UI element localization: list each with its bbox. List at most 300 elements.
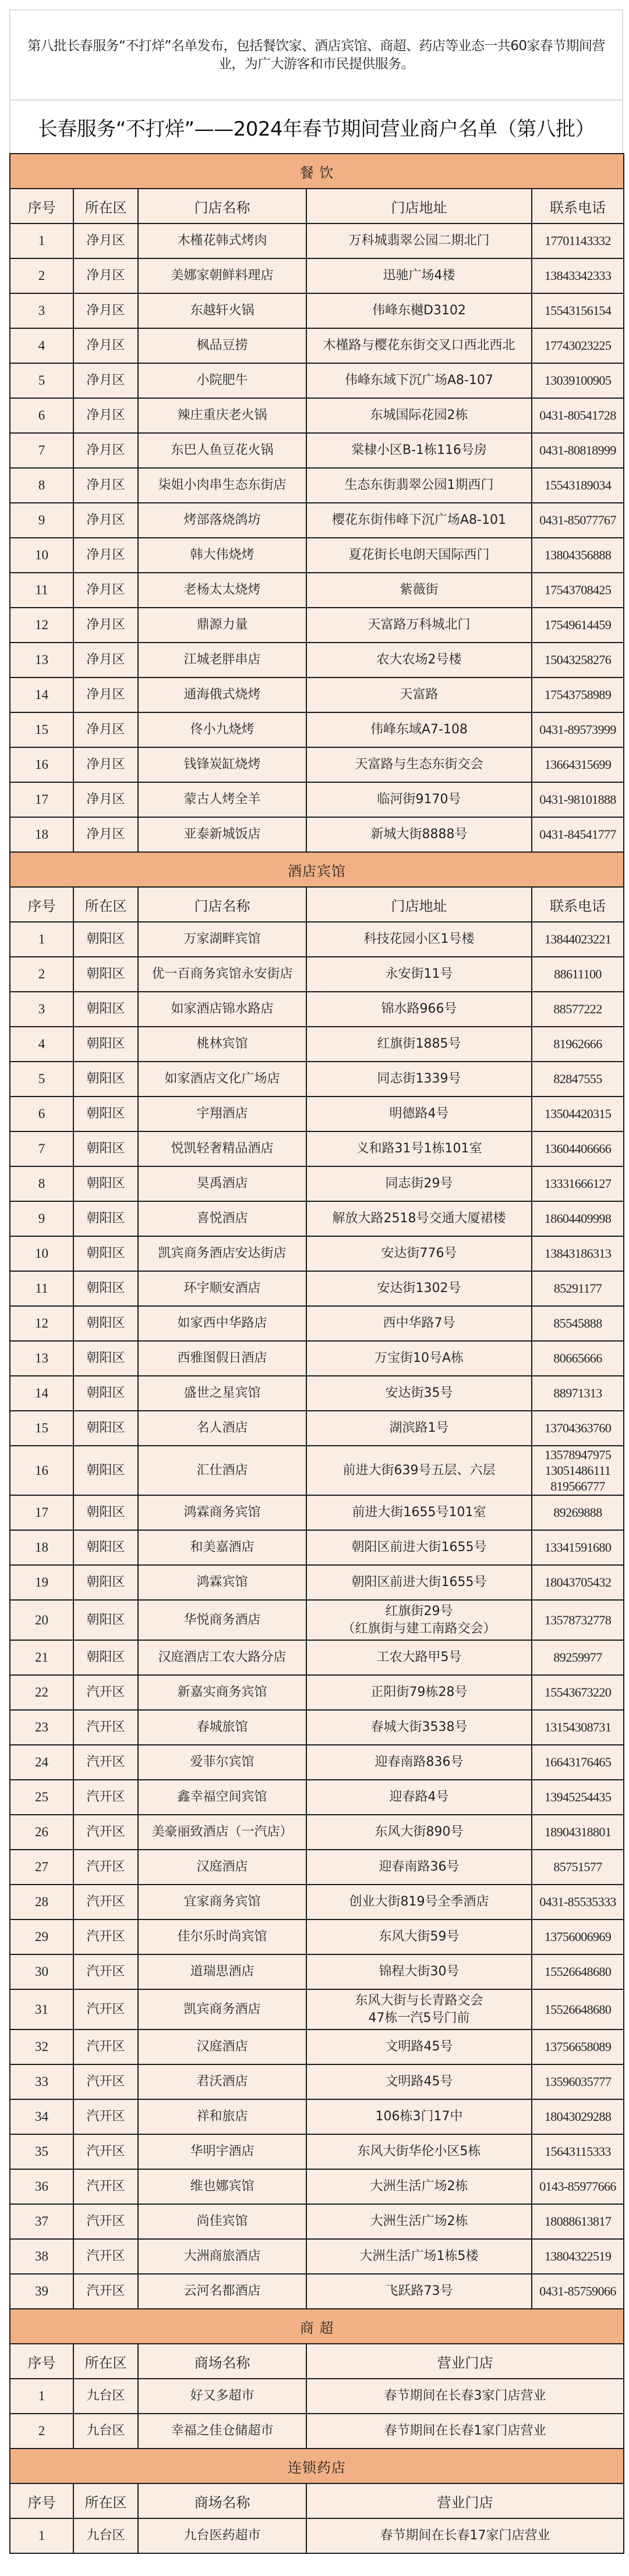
store-name-cell: 辣庄重庆老火锅 [138,398,306,433]
store-name-cell: 君沃酒店 [138,2064,306,2099]
row-number: 17 [10,782,73,817]
row-number: 12 [10,608,73,643]
table-row [10,1675,624,1710]
phone-cell: 13504420315 [532,1097,624,1131]
table-row [10,2518,624,2553]
store-name-cell: 和美嘉酒店 [138,1530,306,1565]
address-cell: 义和路31号1栋101室 [306,1131,532,1166]
page-title: 长春服务“不打烊”——2024年春节期间营业商户名单（第八批） [37,117,595,141]
table-row [10,1097,624,1131]
district-cell: 汽开区 [73,1745,138,1780]
district-cell: 汽开区 [73,2029,138,2064]
district-cell: 朝阳区 [73,1495,138,1530]
section-title: 酒店宾馆 [10,852,624,887]
phone-cell: 0431-85759066 [532,2274,624,2309]
row-number: 18 [10,1530,73,1565]
phone-cell: 13844023221 [532,922,624,957]
row-number: 15 [10,1411,73,1446]
address-cell: 迎春南路836号 [306,1745,532,1780]
phone-cell: 88577222 [532,992,624,1027]
address-cell: 万宝街10号A栋 [306,1341,532,1376]
district-cell: 汽开区 [73,2134,138,2169]
store-name-cell: 幸福之佳仓储超市 [138,2414,306,2449]
table-row [10,363,624,398]
table-row [10,2274,624,2309]
district-cell: 汽开区 [73,2239,138,2274]
store-name-cell: 小院肥牛 [138,363,306,398]
column-header: 所在区 [73,2344,138,2379]
district-cell: 朝阳区 [73,922,138,957]
store-name-cell: 凯宾商务酒店 [138,1989,306,2029]
row-number: 1 [10,2518,73,2553]
address-cell: 夏花街长电朗天国际西门 [306,538,532,573]
address-cell: 迎春路4号 [306,1780,532,1815]
address-cell: 湖滨路1号 [306,1411,532,1446]
merchant-list-page [9,9,623,2554]
address-cell: 同志街1339号 [306,1062,532,1097]
store-name-cell: 美娜家朝鲜料理店 [138,258,306,293]
row-number: 14 [10,1376,73,1411]
address-cell: 红旗街1885号 [306,1027,532,1062]
address-cell: 安达街35号 [306,1376,532,1411]
phone-cell: 15543673220 [532,1675,624,1710]
phone-cell: 85545888 [532,1306,624,1341]
address-cell: 迎春南路36号 [306,1850,532,1885]
column-header: 门店名称 [138,887,306,922]
row-number: 31 [10,1989,73,2029]
store-name-cell: 如家酒店文化广场店 [138,1062,306,1097]
phone-cell: 13604406666 [532,1131,624,1166]
column-header: 商场名称 [138,2483,306,2518]
address-cell: 朝阳区前进大街1655号 [306,1530,532,1565]
district-cell: 汽开区 [73,1885,138,1919]
store-name-cell: 名人酒店 [138,1411,306,1446]
row-number: 3 [10,293,73,328]
district-cell: 朝阳区 [73,992,138,1027]
district-cell: 净月区 [73,538,138,573]
operating-stores-cell: 春节期间在长春1家门店营业 [306,2414,624,2449]
row-number: 39 [10,2274,73,2309]
district-cell: 朝阳区 [73,957,138,992]
row-number: 32 [10,2029,73,2064]
table-row [10,712,624,747]
store-name-cell: 尚佳宾馆 [138,2204,306,2239]
district-cell: 净月区 [73,363,138,398]
phone-number: 819566777 [550,1479,605,1493]
district-cell: 朝阳区 [73,1062,138,1097]
title-box [9,100,623,153]
table-row [10,1411,624,1446]
phone-cell: 13154308731 [532,1710,624,1745]
address-cell: 棠棣小区B-1栋116号房 [306,433,532,468]
section-header-dining [10,154,624,189]
district-cell: 朝阳区 [73,1166,138,1201]
column-header: 序号 [10,887,73,922]
row-number: 36 [10,2169,73,2204]
table-row [10,2064,624,2099]
column-header-row [10,2483,624,2518]
table-row [10,2134,624,2169]
district-cell: 净月区 [73,782,138,817]
phone-cell: 15526648680 [532,1989,624,2029]
store-name-cell: 汉庭酒店 [138,1850,306,1885]
store-name-cell: 昊禹酒店 [138,1166,306,1201]
phone-number: 13578947975 [544,1447,612,1462]
district-cell: 汽开区 [73,1919,138,1954]
column-header: 联系电话 [532,887,624,922]
address-cell: 大洲生活广场2栋 [306,2169,532,2204]
store-name-cell: 柒姐小肉串生态东街店 [138,468,306,503]
district-cell: 汽开区 [73,1954,138,1989]
district-cell: 朝阳区 [73,1446,138,1495]
phone-cell: 0431-98101888 [532,782,624,817]
row-number: 20 [10,1600,73,1640]
row-number: 15 [10,712,73,747]
phone-cell: 89269888 [532,1495,624,1530]
store-name-cell: 钱锋炭缸烧烤 [138,747,306,782]
address-cell: 大洲生活广场1栋5楼 [306,2239,532,2274]
address-cell: 万科城翡翠公园二期北门 [306,223,532,258]
column-header: 营业门店 [306,2344,624,2379]
row-number: 2 [10,957,73,992]
store-name-cell: 喜悦酒店 [138,1201,306,1236]
table-row [10,782,624,817]
address-cell: 伟峰东域A7-108 [306,712,532,747]
column-header: 所在区 [73,2483,138,2518]
row-number: 13 [10,1341,73,1376]
table-row [10,1989,624,2029]
phone-cell: 88611100 [532,957,624,992]
address-cell: 锦水路966号 [306,992,532,1027]
phone-cell: 15543189034 [532,468,624,503]
store-name-cell: 祥和旅店 [138,2099,306,2134]
table-row [10,1530,624,1565]
table-row [10,433,624,468]
phone-cell: 85291177 [532,1271,624,1306]
address-cell: 同志街29号 [306,1166,532,1201]
store-name-cell: 鸿霖宾馆 [138,1565,306,1600]
operating-stores-cell: 春节期间在长春3家门店营业 [306,2379,624,2414]
column-header-row [10,189,624,223]
district-cell: 汽开区 [73,2204,138,2239]
section-title: 餐 饮 [10,154,624,189]
table-row [10,1885,624,1919]
phone-cell: 0431-84541777 [532,817,624,852]
address-line: 东风大街与长青路交会 [355,1993,483,2008]
row-number: 7 [10,433,73,468]
district-cell: 汽开区 [73,2099,138,2134]
store-name-cell: 新嘉实商务宾馆 [138,1675,306,1710]
phone-cell: 0431-89573999 [532,712,624,747]
row-number: 11 [10,1271,73,1306]
store-name-cell: 韩大伟烧烤 [138,538,306,573]
phone-cell: 82847555 [532,1062,624,1097]
column-header: 序号 [10,2483,73,2518]
phone-cell: 13945254435 [532,1780,624,1815]
table-row [10,1780,624,1815]
phone-cell: 17549614459 [532,608,624,643]
address-cell: 解放大路2518号交通大厦裙楼 [306,1201,532,1236]
address-cell: 锦程大街30号 [306,1954,532,1989]
table-row [10,538,624,573]
address-cell: 东风大街59号 [306,1919,532,1954]
column-header: 门店地址 [306,189,532,223]
table-row [10,2169,624,2204]
table-row [10,258,624,293]
district-cell: 朝阳区 [73,1530,138,1565]
table-row [10,677,624,712]
phone-cell: 13596035777 [532,2064,624,2099]
table-row [10,328,624,363]
row-number: 16 [10,747,73,782]
store-name-cell: 九台医药超市 [138,2518,306,2553]
table-row [10,1236,624,1271]
district-cell: 朝阳区 [73,1097,138,1131]
store-name-cell: 枫品豆捞 [138,328,306,363]
column-header-row [10,2344,624,2379]
address-cell: 飞跃路73号 [306,2274,532,2309]
address-cell: 安达街776号 [306,1236,532,1271]
table-row [10,2099,624,2134]
row-number: 17 [10,1495,73,1530]
section-title: 商 超 [10,2309,624,2344]
district-cell: 汽开区 [73,1989,138,2029]
district-cell: 汽开区 [73,2064,138,2099]
row-number: 22 [10,1675,73,1710]
row-number: 4 [10,1027,73,1062]
store-name-cell: 汉庭酒店工农大路分店 [138,1640,306,1675]
phone-cell: 85751577 [532,1850,624,1885]
phone-cell: 0143-85977666 [532,2169,624,2204]
section-title: 连锁药店 [10,2449,624,2483]
district-cell: 净月区 [73,817,138,852]
row-number: 23 [10,1710,73,1745]
phone-cell: 15543156154 [532,293,624,328]
address-cell: 工农大路甲5号 [306,1640,532,1675]
table-row [10,608,624,643]
address-cell: 明德路4号 [306,1097,532,1131]
district-cell: 净月区 [73,503,138,538]
store-name-cell: 汇仕酒店 [138,1446,306,1495]
row-number: 11 [10,573,73,608]
table-row [10,1062,624,1097]
phone-cell: 18088613817 [532,2204,624,2239]
store-name-cell: 宜家商务宾馆 [138,1885,306,1919]
address-cell: 樱花东街伟峰下沉广场A8-101 [306,503,532,538]
address-line: 47栋一汽5号门前 [368,2010,470,2025]
row-number: 19 [10,1565,73,1600]
row-number: 24 [10,1745,73,1780]
store-name-cell: 优一百商务宾馆永安街店 [138,957,306,992]
district-cell: 汽开区 [73,1815,138,1850]
address-cell: 紫薇街 [306,573,532,608]
phone-cell: 18604409998 [532,1201,624,1236]
district-cell: 净月区 [73,747,138,782]
district-cell: 朝阳区 [73,1201,138,1236]
column-header: 商场名称 [138,2344,306,2379]
intro-box [9,9,623,100]
row-number: 9 [10,503,73,538]
row-number: 21 [10,1640,73,1675]
table-row [10,922,624,957]
district-cell: 净月区 [73,293,138,328]
row-number: 9 [10,1201,73,1236]
phone-cell: 18043705432 [532,1565,624,1600]
store-name-cell: 桃林宾馆 [138,1027,306,1062]
address-cell: 前进大街1655号101室 [306,1495,532,1530]
store-name-cell: 东巴人鱼豆花火锅 [138,433,306,468]
store-name-cell: 木槿花韩式烤肉 [138,223,306,258]
row-number: 2 [10,258,73,293]
address-cell: 临河街9170号 [306,782,532,817]
table-row [10,1131,624,1166]
district-cell: 朝阳区 [73,1565,138,1600]
district-cell: 九台区 [73,2414,138,2449]
address-cell: 东风大街890号 [306,1815,532,1850]
district-cell: 朝阳区 [73,1411,138,1446]
district-cell: 净月区 [73,643,138,677]
table-row [10,1027,624,1062]
phone-cell: 13341591680 [532,1530,624,1565]
store-name-cell: 宇翔酒店 [138,1097,306,1131]
column-header-row [10,887,624,922]
row-number: 27 [10,1850,73,1885]
row-number: 8 [10,468,73,503]
district-cell: 净月区 [73,608,138,643]
phone-cell: 15526648680 [532,1954,624,1989]
column-header: 所在区 [73,887,138,922]
district-cell: 朝阳区 [73,1236,138,1271]
row-number: 2 [10,2414,73,2449]
row-number: 33 [10,2064,73,2099]
phone-cell: 17743023225 [532,328,624,363]
address-cell: 文明路45号 [306,2029,532,2064]
address-cell [306,1600,532,1640]
phone-cell: 17543708425 [532,573,624,608]
address-cell: 创业大街819号全季酒店 [306,1885,532,1919]
address-cell: 安达街1302号 [306,1271,532,1306]
column-header: 门店地址 [306,887,532,922]
row-number: 35 [10,2134,73,2169]
phone-cell: 13804322519 [532,2239,624,2274]
phone-cell: 13704363760 [532,1411,624,1446]
address-cell: 东风大街华伦小区5栋 [306,2134,532,2169]
table-row [10,573,624,608]
phone-cell: 0431-85535333 [532,1885,624,1919]
table-row [10,1745,624,1780]
district-cell: 汽开区 [73,1780,138,1815]
district-cell: 净月区 [73,677,138,712]
store-name-cell: 爱菲尔宾馆 [138,1745,306,1780]
address-cell: 科技花园小区1号楼 [306,922,532,957]
store-name-cell: 鸿霖商务宾馆 [138,1495,306,1530]
address-line: （红旗街与建工南路交会） [342,1621,496,1636]
phone-cell: 0431-85077767 [532,503,624,538]
store-name-cell: 悦凯轻奢精品酒店 [138,1131,306,1166]
column-header: 序号 [10,2344,73,2379]
district-cell: 净月区 [73,573,138,608]
phone-cell: 88971313 [532,1376,624,1411]
table-row [10,1341,624,1376]
address-cell: 106栋3门17中 [306,2099,532,2134]
table-row [10,1376,624,1411]
table-row [10,1495,624,1530]
address-cell: 迅驰广场4楼 [306,258,532,293]
district-cell: 净月区 [73,468,138,503]
store-name-cell: 蒙古人烤全羊 [138,782,306,817]
column-header: 门店名称 [138,189,306,223]
table-row [10,1166,624,1201]
store-name-cell: 万家湖畔宾馆 [138,922,306,957]
store-name-cell: 如家西中华路店 [138,1306,306,1341]
row-number: 7 [10,1131,73,1166]
table-row [10,1306,624,1341]
district-cell: 朝阳区 [73,1640,138,1675]
phone-cell: 13843186313 [532,1236,624,1271]
row-number: 12 [10,1306,73,1341]
district-cell: 九台区 [73,2518,138,2553]
table-row [10,1446,624,1495]
store-name-cell: 鑫幸福空间宾馆 [138,1780,306,1815]
district-cell: 汽开区 [73,2169,138,2204]
row-number: 18 [10,817,73,852]
table-row [10,2379,624,2414]
district-cell: 净月区 [73,712,138,747]
district-cell: 朝阳区 [73,1131,138,1166]
district-cell: 净月区 [73,328,138,363]
table-row [10,1850,624,1885]
phone-cell: 17701143332 [532,223,624,258]
district-cell: 净月区 [73,258,138,293]
table-row [10,1201,624,1236]
row-number: 10 [10,538,73,573]
phone-cell: 16643176465 [532,1745,624,1780]
table-row [10,643,624,677]
store-name-cell: 鼎源力量 [138,608,306,643]
address-cell: 新城大街8888号 [306,817,532,852]
store-name-cell: 佟小九烧烤 [138,712,306,747]
district-cell: 朝阳区 [73,1600,138,1640]
phone-cell: 13804356888 [532,538,624,573]
row-number: 30 [10,1954,73,1989]
row-number: 26 [10,1815,73,1850]
store-name-cell: 环宇顺安酒店 [138,1271,306,1306]
address-cell: 朝阳区前进大街1655号 [306,1565,532,1600]
phone-cell: 13843342333 [532,258,624,293]
phone-cell: 13331666127 [532,1166,624,1201]
district-cell: 朝阳区 [73,1027,138,1062]
table-row [10,992,624,1027]
store-name-cell: 通海俄式烧烤 [138,677,306,712]
address-cell: 西中华路7号 [306,1306,532,1341]
phone-cell: 18904318801 [532,1815,624,1850]
row-number: 10 [10,1236,73,1271]
row-number: 13 [10,643,73,677]
phone-cell: 89259977 [532,1640,624,1675]
table-row [10,1640,624,1675]
store-name-cell: 亚泰新城饭店 [138,817,306,852]
address-cell: 伟峰东域下沉广场A8-107 [306,363,532,398]
district-cell: 汽开区 [73,2274,138,2309]
row-number: 6 [10,398,73,433]
store-name-cell: 佳尔乐时尚宾馆 [138,1919,306,1954]
operating-stores-cell: 春节期间在长春17家门店营业 [306,2518,624,2553]
row-number: 29 [10,1919,73,1954]
store-name-cell: 凯宾商务酒店安达街店 [138,1236,306,1271]
row-number: 25 [10,1780,73,1815]
table-row [10,468,624,503]
store-name-cell: 盛世之星宾馆 [138,1376,306,1411]
